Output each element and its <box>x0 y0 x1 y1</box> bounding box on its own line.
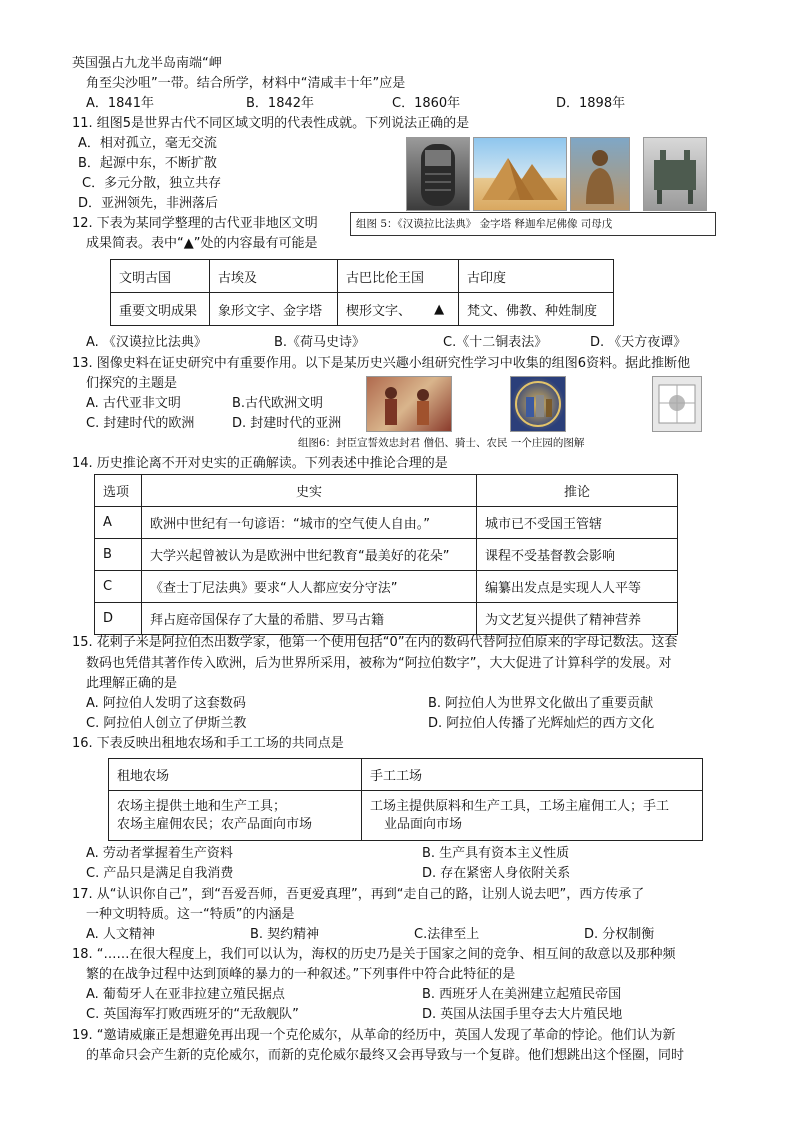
vassal-oath-image <box>366 376 452 432</box>
q18-option-a: A. 葡萄牙人在亚非拉建立殖民据点 <box>86 987 285 1002</box>
buddha-statue-image <box>570 137 630 211</box>
q15-line3: 此理解正确的是 <box>86 676 178 691</box>
q16-option-c: C. 产品只是满足自我消费 <box>86 866 234 881</box>
q18-option-c: C. 英国海军打败西班牙的“无敌舰队” <box>86 1007 299 1022</box>
q14-cell: D <box>95 603 142 635</box>
q10-line2: 角至尖沙咀”一带。结合所学，材料中“清咸丰十年”应是 <box>86 76 406 91</box>
q11-stem: 11. 组图5是世界古代不同区域文明的代表性成就。下列说法正确的是 <box>72 116 470 131</box>
table-row <box>95 539 678 571</box>
q15-line1: 15. 花剌子米是阿拉伯杰出数学家，他第一个使用包括“0”在内的数码代替阿拉伯原来的字母记数法。这套 <box>72 635 678 650</box>
q11-option-c: C．多元分散，独立共存 <box>82 176 222 191</box>
q12-table <box>110 259 614 326</box>
q14-header: 史实 <box>142 475 477 507</box>
hammurabi-code-image <box>406 137 470 211</box>
pyramid-icon <box>474 138 566 210</box>
manor-map-icon <box>653 377 701 431</box>
medieval-figures-icon <box>511 377 565 431</box>
table-row <box>95 603 678 635</box>
q15-line2: 数码也凭借其著作传入欧洲，后为世界所采用，被称为“阿拉伯数字”，大大促进了计算科学的发展。对 <box>86 656 672 671</box>
q12-cell: 楔形文字、 <box>338 293 431 326</box>
q12-cell: 文明古国 <box>111 260 210 293</box>
q18-line1: 18. “……在很大程度上，我们可以认为，海权的历史乃是关于国家之间的竞争、相互间的敌意以及那种频 <box>72 947 676 962</box>
q14-table <box>94 474 678 635</box>
q17-option-d: D. 分权制衡 <box>584 927 655 942</box>
q14-header: 推论 <box>477 475 678 507</box>
q15-option-b: B. 阿拉伯人为世界文化做出了重要贡献 <box>428 696 654 711</box>
buddha-icon <box>571 138 629 210</box>
q17-option-a: A. 人文精神 <box>86 927 155 942</box>
q14-stem: 14. 历史推论离不开对史实的正确解读。下列表述中推论合理的是 <box>72 456 448 471</box>
q19-line2: 的革命只会产生新的克伦威尔，而新的克伦威尔最终又会再导致与一个复辟。他们想跳出这个怪圈，同时 <box>86 1048 685 1063</box>
q10-option-c: C．1860年 <box>392 96 461 111</box>
q12-cell: 古埃及 <box>210 260 338 293</box>
q12-option-c: C.《十二铜表法》 <box>443 335 548 350</box>
q18-option-b: B. 西班牙人在美洲建立起殖民帝国 <box>422 987 622 1002</box>
q14-cell: B <box>95 539 142 571</box>
q14-cell: 大学兴起曾被认为是欧洲中世纪教育“最美好的花朵” <box>142 539 477 571</box>
bronze-ding-icon <box>644 138 706 210</box>
q12-cell: 象形文字、金字塔 <box>210 293 338 326</box>
q14-cell: A <box>95 507 142 539</box>
q17-option-b: B. 契约精神 <box>250 927 320 942</box>
q16-option-d: D. 存在紧密人身依附关系 <box>422 866 571 881</box>
q16-stem: 16. 下表反映出租地农场和手工工场的共同点是 <box>72 736 344 751</box>
q13-option-d: D. 封建时代的亚洲 <box>232 416 342 431</box>
q16-farm-cell <box>109 791 362 841</box>
q15-option-d: D. 阿拉伯人传播了光辉灿烂的西方文化 <box>428 716 655 731</box>
q12-option-d: D. 《天方夜谭》 <box>590 335 687 350</box>
q10-option-b: B．1842年 <box>246 96 315 111</box>
q16-table <box>108 758 703 841</box>
q13-caption: 组图6：封臣宣誓效忠封君 僧侣、骑士、农民 一个庄园的图解 <box>298 437 585 449</box>
q19-line1: 19. “邀请威廉正是想避免再出现一个克伦威尔，从革命的经历中，英国人发现了革命的悖论。他们认为新 <box>72 1028 676 1043</box>
q15-option-a: A. 阿拉伯人发明了这套数码 <box>86 696 246 711</box>
q14-cell: 为文艺复兴提供了精神营养 <box>477 603 678 635</box>
figures-icon <box>367 377 451 431</box>
q11-caption: 组图 5：《汉谟拉比法典》 金字塔 释迦牟尼佛像 司母戊 <box>356 218 613 230</box>
q14-cell: 拜占庭帝国保存了大量的希腊、罗马古籍 <box>142 603 477 635</box>
q17-line1: 17. 从“认识你自己”，到“吾爱吾师，吾更爱真理”，再到“走自己的路，让别人说去吧”，西方传承了 <box>72 887 645 902</box>
q10-line1: 英国强占九龙半岛南端“岬 <box>72 56 222 71</box>
q14-header: 选项 <box>95 475 142 507</box>
q17-line2: 一种文明特质。这一“特质”的内涵是 <box>86 907 295 922</box>
q10-option-d: D．1898年 <box>556 96 626 111</box>
q16-option-a: A. 劳动者掌握着生产资料 <box>86 846 233 861</box>
q15-option-c: C. 阿拉伯人创立了伊斯兰教 <box>86 716 247 731</box>
q16-workshop-line: 工场主提供原料和生产工具，工场主雇佣工人；手工 <box>370 798 670 814</box>
q18-option-d: D. 英国从法国手里夺去大片殖民地 <box>422 1007 623 1022</box>
q12-option-a: A. 《汉谟拉比法典》 <box>86 335 207 350</box>
q11-option-a: A．相对孤立，毫无交流 <box>78 136 217 151</box>
q13-option-c: C. 封建时代的欧洲 <box>86 416 195 431</box>
q12-cell: 古巴比伦王国 <box>338 260 459 293</box>
q13-line1: 13. 图像史料在证史研究中有重要作用。以下是某历史兴趣小组研究性学习中收集的组图6资料。据此推断他 <box>72 356 691 371</box>
q12-line1: 12. 下表为某同学整理的古代亚非地区文明 <box>72 216 318 231</box>
q14-cell: 课程不受基督教会影响 <box>477 539 678 571</box>
manor-diagram-image <box>652 376 702 432</box>
q14-cell: 《查士丁尼法典》要求“人人都应安分守法” <box>142 571 477 603</box>
q16-workshop-line: 业品面向市场 <box>384 816 463 832</box>
q14-cell: 欧洲中世纪有一句谚语：“城市的空气使人自由。” <box>142 507 477 539</box>
table-row <box>95 507 678 539</box>
q13-line2: 们探究的主题是 <box>86 376 178 391</box>
stele-icon <box>407 138 469 210</box>
q13-option-a: A. 古代亚非文明 <box>86 396 181 411</box>
q14-cell: 编纂出发点是实现人人平等 <box>477 571 678 603</box>
q11-option-b: B．起源中东，不断扩散 <box>78 156 217 171</box>
q13-option-b: B.古代欧洲文明 <box>232 396 324 411</box>
q10-option-a: A．1841年 <box>86 96 154 111</box>
q16-header: 手工工场 <box>362 759 703 791</box>
q12-option-b: B.《荷马史诗》 <box>274 335 366 350</box>
q18-line2: 繁的在战争过程中达到顶峰的暴力的一种叙述。”下列事件中符合此特征的是 <box>86 967 516 982</box>
q17-option-c: C.法律至上 <box>414 927 480 942</box>
q16-header: 租地农场 <box>109 759 362 791</box>
q16-option-b: B. 生产具有资本主义性质 <box>422 846 570 861</box>
pyramids-image <box>473 137 567 211</box>
q12-triangle-placeholder: ▲ <box>430 293 458 326</box>
q16-farm-line: 农场主雇佣农民；农产品面向市场 <box>117 816 313 832</box>
q14-cell: 城市已不受国王管辖 <box>477 507 678 539</box>
q12-cell: 重要文明成果 <box>111 293 210 326</box>
q12-line2: 成果简表。表中“▲”处的内容最有可能是 <box>86 236 318 251</box>
q16-workshop-cell <box>362 791 703 841</box>
q12-cell: 古印度 <box>459 260 614 293</box>
table-row <box>95 571 678 603</box>
simuwu-ding-image <box>643 137 707 211</box>
q16-farm-line: 农场主提供土地和生产工具； <box>117 798 287 814</box>
monk-knight-peasant-image <box>510 376 566 432</box>
q12-cell: 梵文、佛教、种姓制度 <box>459 293 614 326</box>
q11-option-d: D．亚洲领先，非洲落后 <box>78 196 219 211</box>
q14-cell: C <box>95 571 142 603</box>
